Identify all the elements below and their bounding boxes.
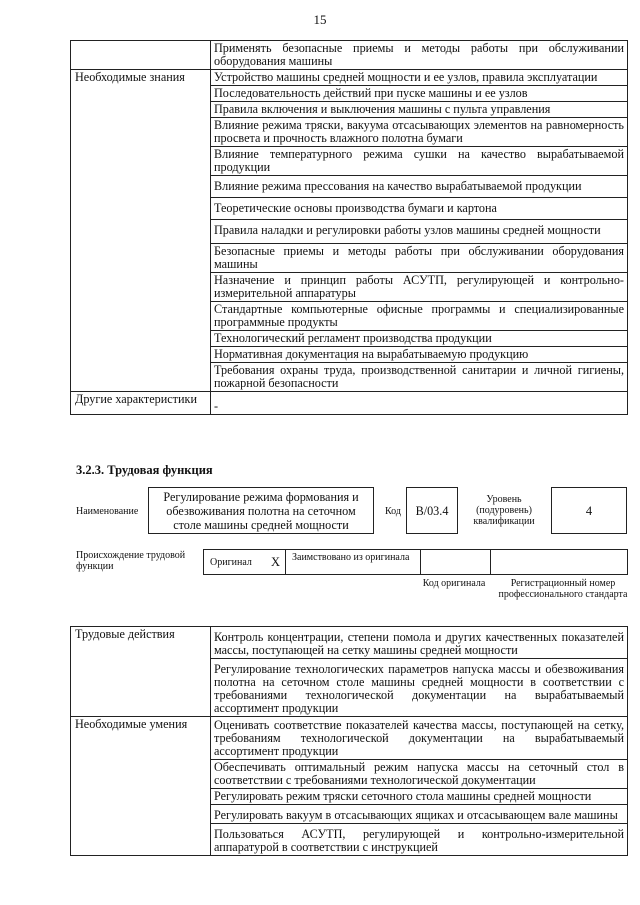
skills-label: Необходимые умения xyxy=(71,717,211,856)
knowledge-item: Назначение и принцип работы АСУТП, регулирующей и контрольно-измерительной аппаратуры xyxy=(211,273,628,302)
knowledge-item: Теоретические основы производства бумаги и картона xyxy=(211,198,628,220)
level-label: Уровень (подуровень) квалификации xyxy=(473,494,535,527)
name-label: Наименование xyxy=(76,506,139,517)
knowledge-item: Стандартные компьютерные офисные программы и специализированные программные продукты xyxy=(211,302,628,331)
code-original-label: Код оригинала xyxy=(422,578,486,589)
skill-item: Регулировать режим тряски сеточного стола машины средней мощности xyxy=(211,789,628,805)
code-label: Код xyxy=(385,506,401,517)
knowledge-item: Нормативная документация на вырабатываемую продукцию xyxy=(211,347,628,363)
knowledge-item: Правила включения и выключения машины с пульта управления xyxy=(211,102,628,118)
knowledge-item: Устройство машины средней мощности и ее узлов, правила эксплуатации xyxy=(211,70,628,86)
skill-item: Оценивать соответствие показателей качества массы, поступающей на сетку, требованиям технологической документации на вырабатываемый ассортимент продукции xyxy=(211,717,628,760)
table-row xyxy=(71,41,628,70)
code-box xyxy=(406,487,458,534)
table-cell-empty xyxy=(71,41,211,70)
table-row xyxy=(71,627,628,659)
original-label: Оригинал xyxy=(210,557,252,568)
knowledge-item: Последовательность действий при пуске машины и ее узлов xyxy=(211,86,628,102)
knowledge-label: Необходимые знания xyxy=(71,70,211,392)
knowledge-item: Правила наладки и регулировки работы узлов машины средней мощности xyxy=(211,220,628,244)
reg-number-label: Регистрационный номер профессионального стандарта xyxy=(498,578,628,600)
function-name-box xyxy=(148,487,374,534)
skill-item: Обеспечивать оптимальный режим напуска массы на сеточный стол в соответствии с требованиями технологической документации xyxy=(211,760,628,789)
knowledge-item: Безопасные приемы и методы работы при обслуживании оборудования машины xyxy=(211,244,628,273)
code-value: B/03.4 xyxy=(415,504,449,518)
table-cell: Применять безопасные приемы и методы работы при обслуживании оборудования машины xyxy=(211,41,628,70)
actions-skills-table xyxy=(70,626,628,856)
skill-item: Регулировать вакуум в отсасывающих ящиках и отсасывающем вале машины xyxy=(211,805,628,824)
origin-label: Происхождение трудовой функции xyxy=(76,550,186,572)
action-item: Регулирование технологических параметров напуска массы и обезвоживания полотна на сеточном столе машины средней мощности в соответствии с требованиями технологической документации на вырабатываемый ассортимент продукции xyxy=(211,659,628,717)
function-name: Регулирование режима формования и обезвоживания полотна на сеточном столе машины средней мощности xyxy=(163,490,359,532)
origin-divider xyxy=(420,549,421,575)
level-box xyxy=(551,487,627,534)
table-row xyxy=(71,717,628,760)
origin-divider xyxy=(490,549,491,575)
table-row xyxy=(71,70,628,86)
section-title: 3.2.3. Трудовая функция xyxy=(76,463,213,477)
borrowed-label: Заимствовано из оригинала xyxy=(292,552,410,563)
page-number: 15 xyxy=(313,12,327,27)
other-characteristics-label: Другие характеристики xyxy=(71,392,211,415)
action-item: Контроль концентрации, степени помола и других качественных показателей массы, поступающей на сетку машины средней мощности xyxy=(211,627,628,659)
knowledge-table xyxy=(70,40,628,415)
original-mark: X xyxy=(271,555,281,569)
actions-label: Трудовые действия xyxy=(71,627,211,717)
knowledge-item: Влияние температурного режима сушки на качество вырабатываемой продукции xyxy=(211,147,628,176)
knowledge-item: Влияние режима прессования на качество вырабатываемой продукции xyxy=(211,176,628,198)
level-value: 4 xyxy=(585,504,593,518)
knowledge-item: Технологический регламент производства продукции xyxy=(211,331,628,347)
knowledge-item: Требования охраны труда, производственной санитарии и личной гигиены, пожарной безопасности xyxy=(211,363,628,392)
origin-row xyxy=(203,549,628,575)
skill-item: Пользоваться АСУТП, регулирующей и контрольно-измерительной аппаратурой в соответствии с инструкцией xyxy=(211,824,628,856)
table-row xyxy=(71,392,628,415)
origin-divider xyxy=(285,549,286,575)
knowledge-item: Влияние режима тряски, вакуума отсасывающих элементов на равномерность просвета и прочность влажного полотна бумаги xyxy=(211,118,628,147)
other-characteristics-value: - xyxy=(211,392,628,415)
